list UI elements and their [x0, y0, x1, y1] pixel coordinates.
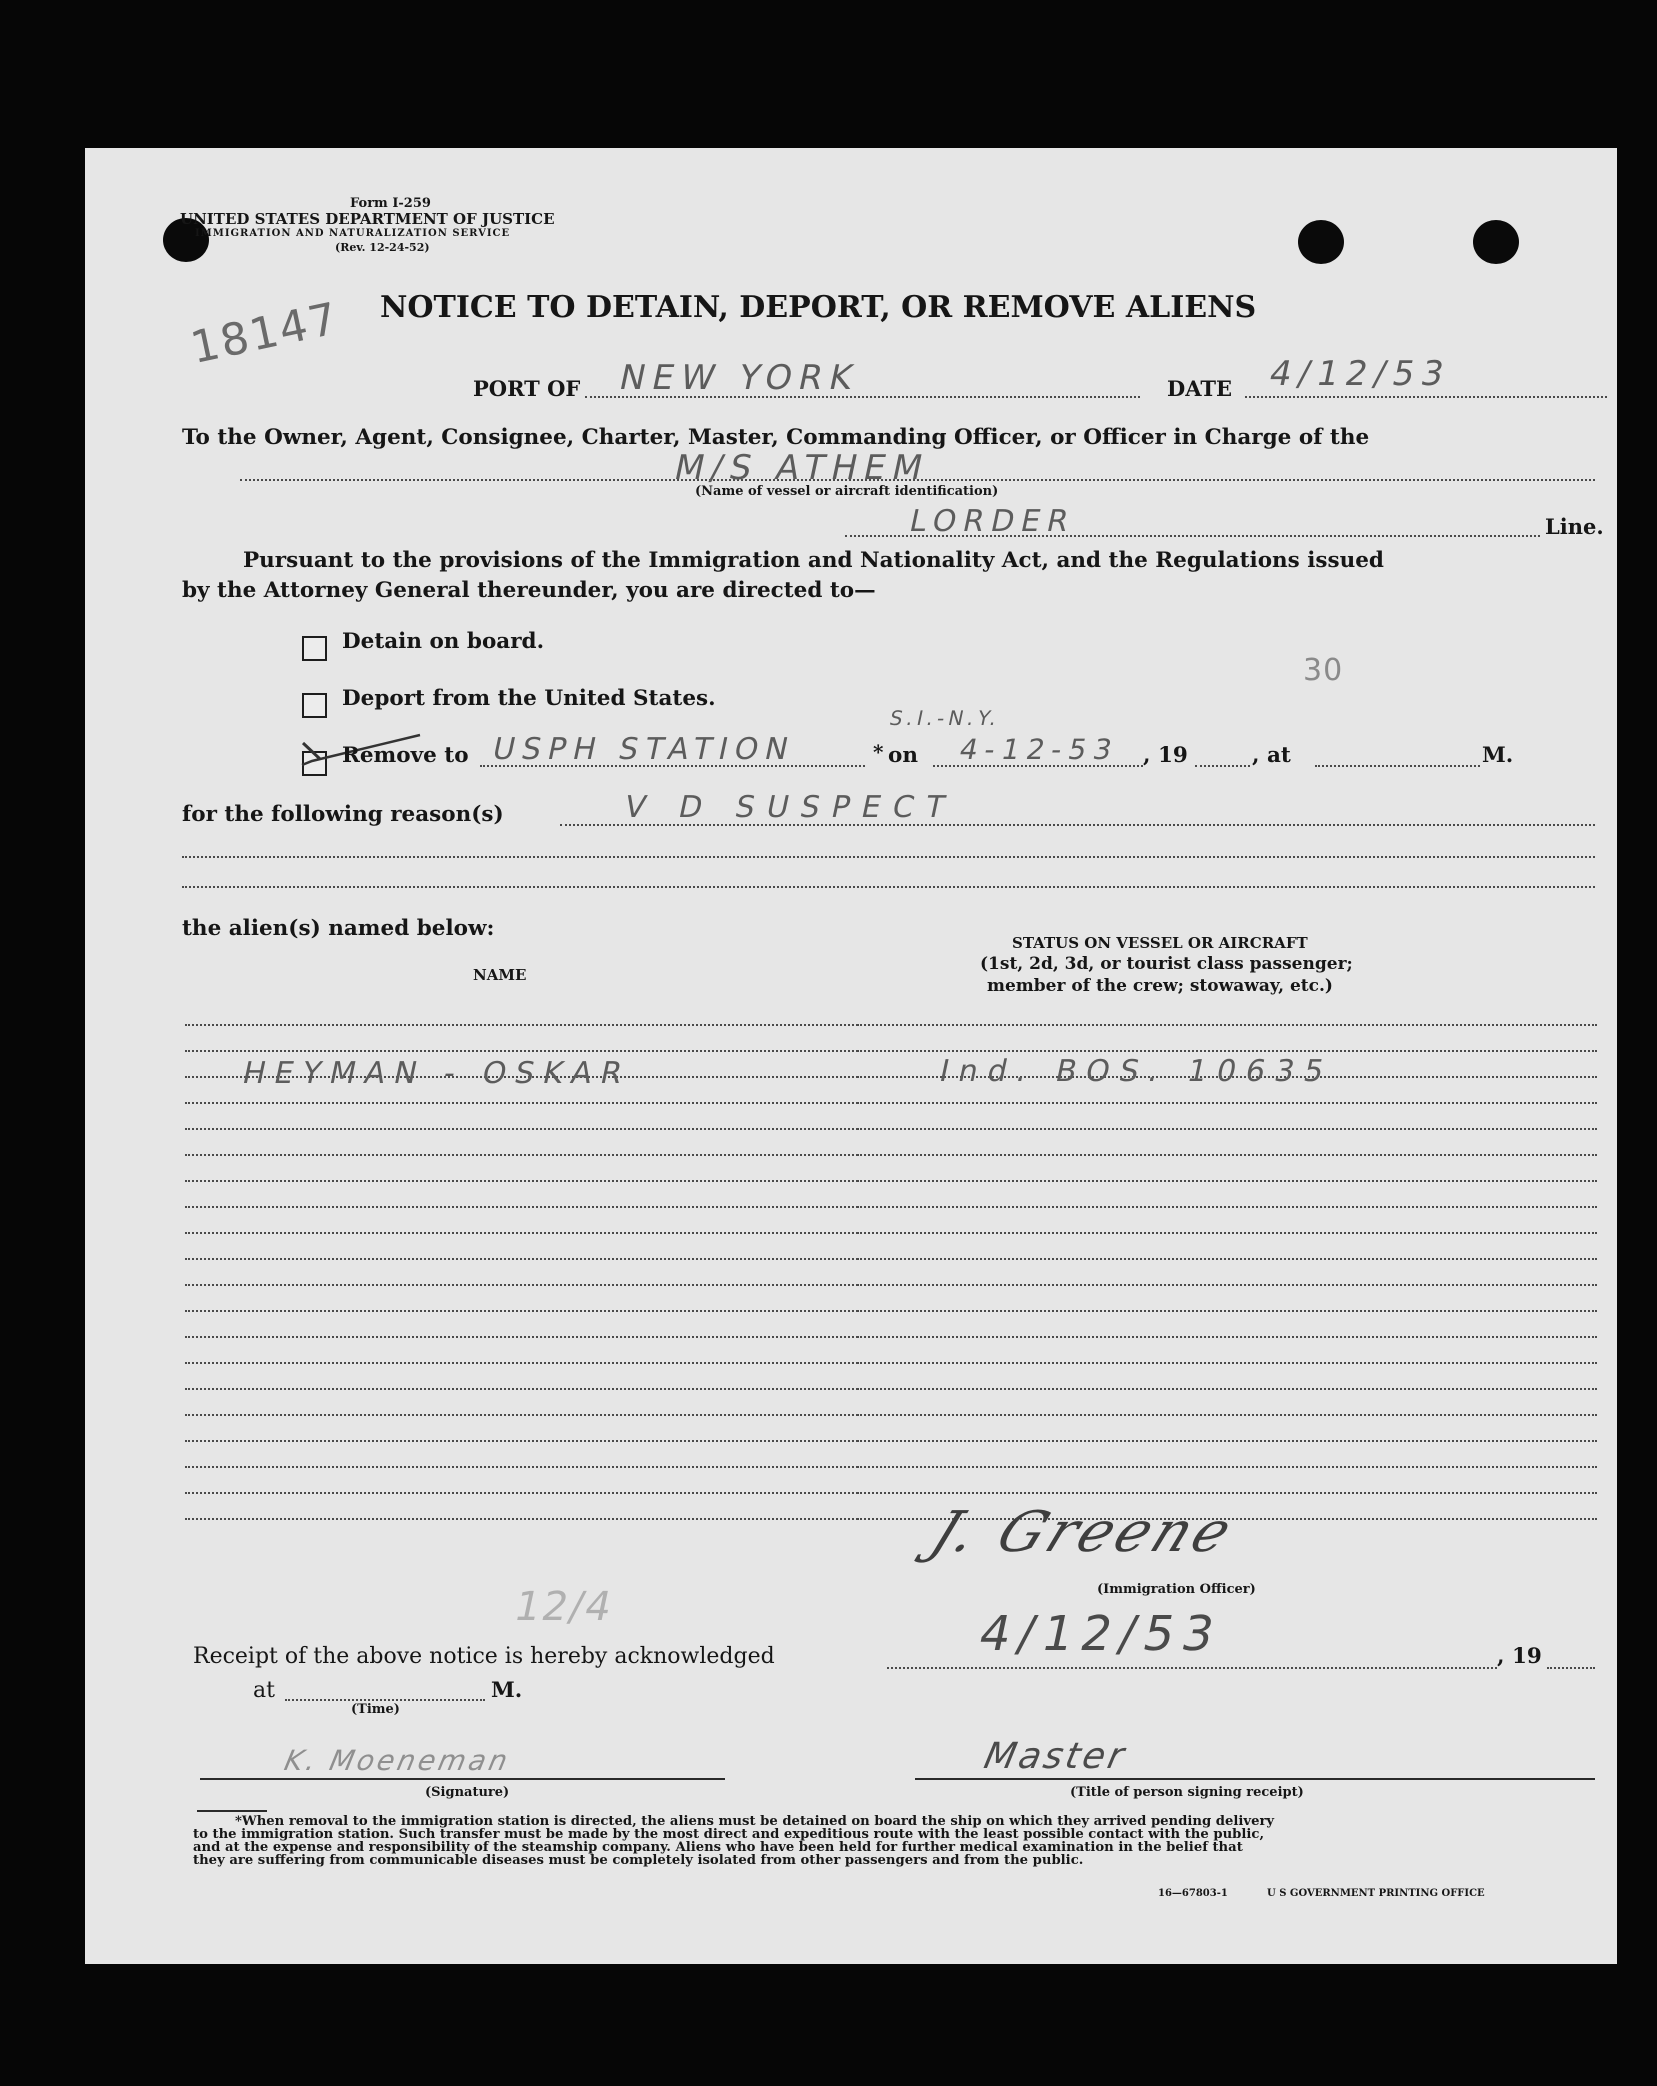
footnote-line-3: and at the expense and responsibility of the steamship company. Aliens who have been held for further medical examination in the belief that: [193, 1840, 1243, 1855]
table-rule: [185, 1492, 890, 1494]
receipt-date-line: [887, 1667, 1497, 1669]
faint-note: 12/4: [510, 1584, 618, 1630]
title-caption: (Title of person signing receipt): [1070, 1785, 1304, 1800]
table-rule: [185, 1336, 890, 1338]
table-rule: [857, 1310, 1597, 1312]
footnote-line-1: *When removal to the immigration station is directed, the aliens must be detained on board the ship on which they arrived pending delivery: [235, 1814, 1275, 1829]
form-title: NOTICE TO DETAIN, DEPORT, OR REMOVE ALIENS: [380, 290, 1257, 325]
table-rule: [857, 1024, 1597, 1026]
remove-at-label: , at: [1252, 743, 1291, 768]
footnote-line-4: they are suffering from communicable diseases must be completely isolated from other passengers and from the public.: [193, 1853, 1084, 1868]
form-number: Form I-259: [350, 196, 431, 211]
time-caption: (Time): [351, 1702, 400, 1717]
handwritten-file-number: 18147: [186, 292, 344, 375]
receipt-signature: K. Moeneman: [281, 1744, 514, 1777]
table-rule: [857, 1284, 1597, 1286]
shipping-line-value: LORDER: [906, 504, 1079, 539]
department-name: UNITED STATES DEPARTMENT OF JUSTICE: [180, 210, 555, 228]
table-rule: [857, 1388, 1597, 1390]
table-rule: [857, 1128, 1597, 1130]
detain-label: Detain on board.: [342, 629, 545, 654]
name-column: [185, 148, 890, 1548]
table-rule: [857, 1232, 1597, 1234]
remove-destination-note: S.I.-N.Y.: [887, 706, 1003, 730]
receipt-m-label: M.: [491, 1678, 523, 1703]
table-rule: [185, 1180, 890, 1182]
receipt-year-prefix: , 19: [1497, 1644, 1542, 1669]
table-rule: [857, 1440, 1597, 1442]
table-rule: [857, 1050, 1597, 1052]
signature-caption: (Signature): [425, 1785, 510, 1800]
table-rule: [185, 1258, 890, 1260]
port-value: NEW YORK: [615, 358, 864, 398]
port-label: PORT OF: [473, 376, 581, 401]
table-rule: [857, 1336, 1597, 1338]
table-rule: [185, 1440, 890, 1442]
table-rule: [185, 1518, 890, 1520]
pursuant-line-2: by the Attorney General thereunder, you are directed to—: [182, 578, 876, 603]
remove-label: Remove to: [342, 743, 469, 768]
table-rule: [857, 1466, 1597, 1468]
reason-value: V D SUSPECT: [621, 790, 960, 825]
table-rule: [185, 1128, 890, 1130]
table-rule: [185, 1232, 890, 1234]
receipt-title-line: [915, 1778, 1595, 1780]
table-rule: [857, 1206, 1597, 1208]
footnote-line-2: to the immigration station. Such transfer must be made by the most direct and expeditious route with the least possible contact with the public,: [193, 1827, 1265, 1842]
remove-year-prefix: , 19: [1143, 743, 1188, 768]
printer-code: 16—67803-1: [1158, 1888, 1228, 1899]
revision-note: (Rev. 12-24-52): [335, 241, 430, 254]
receipt-title-value: Master: [980, 1736, 1131, 1777]
receipt-text: Receipt of the above notice is hereby acknowledged: [193, 1644, 775, 1669]
status-column: [857, 148, 1597, 1548]
table-rule: [857, 1492, 1597, 1494]
table-rule: [185, 1388, 890, 1390]
officer-signature: J. Greene: [921, 1500, 1245, 1565]
margin-number: 30: [1303, 653, 1344, 688]
name-column-header: NAME: [473, 966, 527, 984]
footnote-rule: [197, 1810, 267, 1812]
officer-caption: (Immigration Officer): [1097, 1582, 1256, 1597]
receipt-year-line: [1547, 1667, 1595, 1669]
table-rule: [185, 1284, 890, 1286]
remove-destination-value: USPH STATION: [489, 732, 799, 767]
to-owner-text: To the Owner, Agent, Consignee, Charter, Master, Commanding Officer, or Officer in Charge of the: [182, 425, 1370, 450]
reason-label: for the following reason(s): [182, 802, 504, 827]
table-rule: [185, 1024, 890, 1026]
aliens-intro: the alien(s) named below:: [182, 916, 495, 941]
remove-asterisk: *: [873, 740, 884, 764]
table-rule: [185, 1206, 890, 1208]
table-rule: [857, 1102, 1597, 1104]
table-rule: [185, 1362, 890, 1364]
vessel-value: M/S ATHEM: [670, 448, 934, 488]
pursuant-line-1: Pursuant to the provisions of the Immigration and Nationality Act, and the Regulations issued: [243, 548, 1384, 573]
table-row-name: HEYMAN - OSKAR: [239, 1056, 635, 1091]
table-rule: [185, 1154, 890, 1156]
table-rule: [185, 1050, 890, 1052]
remove-m-label: M.: [1482, 743, 1514, 768]
printer-office: U S GOVERNMENT PRINTING OFFICE: [1267, 1888, 1485, 1899]
service-name: IMMIGRATION AND NATURALIZATION SERVICE: [195, 228, 511, 239]
form-page: [85, 148, 1617, 1964]
table-rule: [857, 1154, 1597, 1156]
remove-on-label: on: [888, 743, 918, 768]
vessel-caption: (Name of vessel or aircraft identification): [695, 484, 999, 499]
receipt-time-line: [285, 1699, 485, 1701]
receipt-date-value: 4/12/53: [974, 1606, 1227, 1662]
status-subheader-1: (1st, 2d, 3d, or tourist class passenger;: [980, 954, 1353, 974]
date-value: 4/12/53: [1265, 354, 1455, 394]
table-rule: [857, 1362, 1597, 1364]
receipt-at-label: at: [253, 1678, 275, 1703]
table-rule: [857, 1180, 1597, 1182]
table-row-status: Ind. BOS. 10635: [936, 1054, 1337, 1089]
table-rule: [185, 1310, 890, 1312]
table-rule: [185, 1414, 890, 1416]
table-rule: [185, 1466, 890, 1468]
remove-date-value: 4-12-53: [956, 733, 1122, 766]
status-subheader-2: member of the crew; stowaway, etc.): [987, 976, 1333, 996]
table-rule: [857, 1258, 1597, 1260]
status-column-header: STATUS ON VESSEL OR AIRCRAFT: [1012, 934, 1308, 952]
table-rule: [185, 1102, 890, 1104]
table-rule: [857, 1414, 1597, 1416]
line-label: Line.: [1545, 514, 1604, 539]
deport-label: Deport from the United States.: [342, 686, 716, 711]
date-label: DATE: [1167, 376, 1232, 401]
receipt-signature-line: [200, 1778, 725, 1780]
